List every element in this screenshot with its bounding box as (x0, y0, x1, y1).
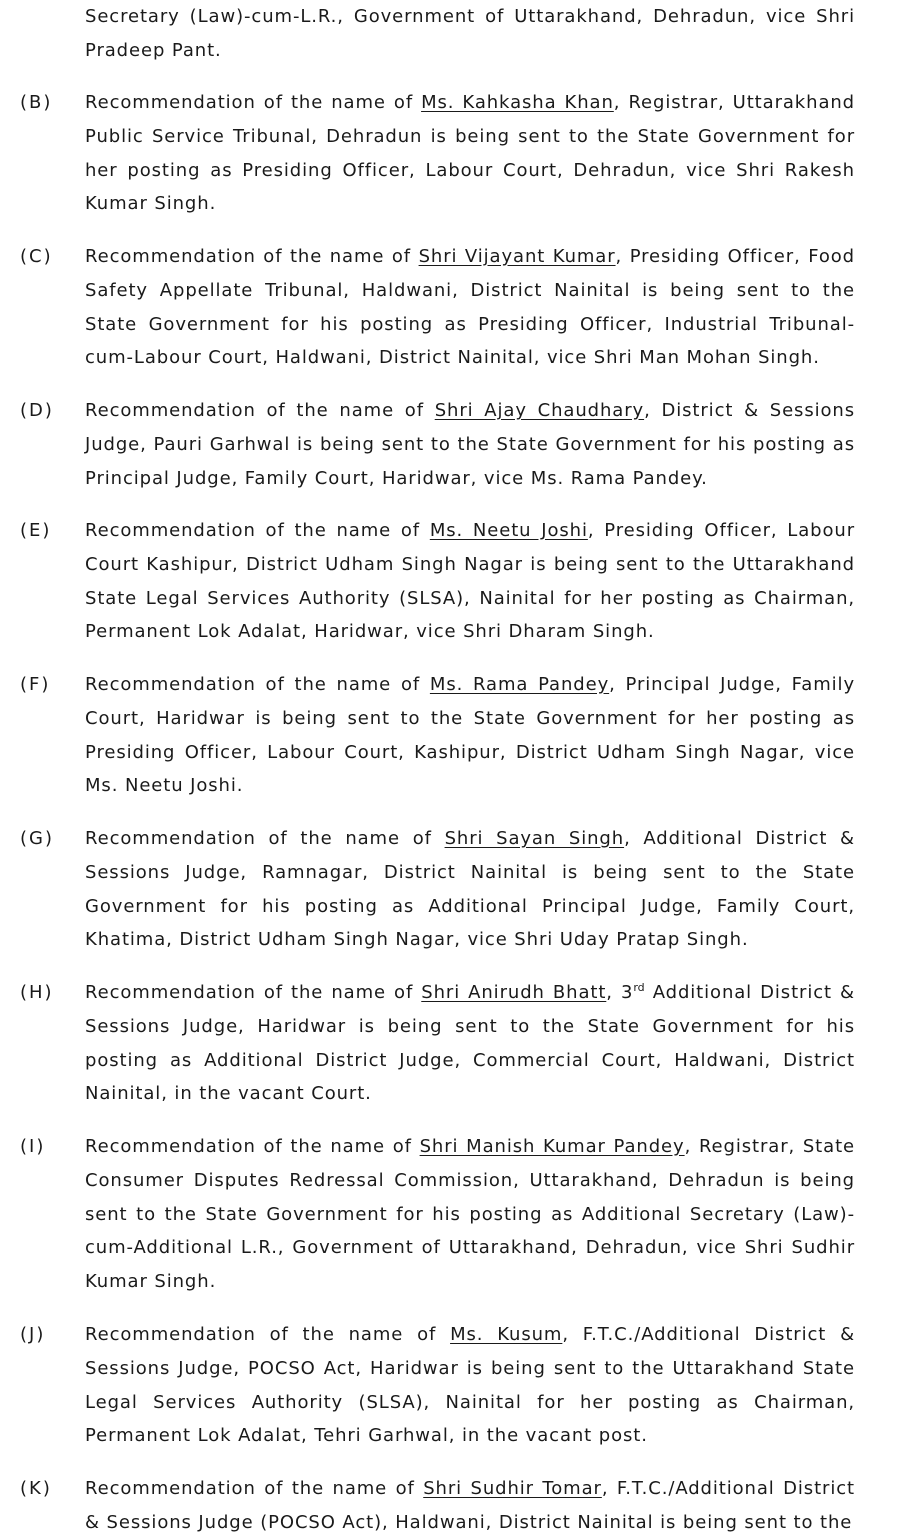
item-text: Recommendation of the name of Shri Anirudh Bhatt, 3rd Additional District & Sessions Judge, Haridwar is being sent to the State Government for his posting as Additional District Judge, Commercial Court, Haldwani, District Nainital, in the vacant Court. (85, 981, 855, 1105)
item-text: Recommendation of the name of Ms. Rama Pandey, Principal Judge, Family Court, Haridwar is being sent to the State Government for her posting as Presiding Officer, Labour Court, Kashipur, District Udham Singh Nagar, vice Ms. Neetu Joshi. (85, 674, 856, 797)
intro-paragraph: Secretary (Law)-cum-L.R., Government of Uttarakhand, Dehradun, vice Shri Pradeep Pant. (85, 6, 855, 61)
nominee-name: Shri Sayan Singh (444, 828, 625, 849)
item-marker: (H) (20, 982, 54, 1003)
item-text: Recommendation of the name of Shri Sayan Singh, Additional District & Sessions Judge, Ramnagar, District Nainital is being sent to the State Government for his posting as Additional Principal Judge, Family Court, Khatima, District Udham Singh Nagar, vice Shri Uday Pratap Singh. (85, 828, 855, 951)
item-marker: (D) (20, 400, 54, 421)
nominee-name: Shri Vijayant Kumar (418, 246, 616, 267)
nominee-name: Shri Manish Kumar Pandey (419, 1136, 685, 1157)
nominee-name: Ms. Kusum (450, 1324, 563, 1345)
nominee-name: Ms. Rama Pandey (429, 674, 610, 695)
nominee-name: Shri Anirudh Bhatt (421, 982, 607, 1003)
nominee-name: Shri Ajay Chaudhary (434, 400, 645, 421)
item-marker: (C) (20, 246, 53, 267)
item-marker: (K) (20, 1478, 52, 1499)
item-text: Recommendation of the name of Ms. Kusum, F.T.C./Additional District & Sessions Judge, POCSO Act, Haridwar is being sent to the Uttarakhand State Legal Services Authority (SLSA), Nainital for her posting as Chairman, Permanent Lok Adalat, Tehri Garhwal, in the vacant post. (85, 1324, 856, 1447)
item-text: Recommendation of the name of Shri Ajay Chaudhary, District & Sessions Judge, Pauri Garhwal is being sent to the State Government for his posting as Principal Judge, Family Court, Haridwar, vice Ms. Rama Pandey. (85, 400, 856, 489)
item-text: Recommendation of the name of Shri Vijayant Kumar, Presiding Officer, Food Safety Appellate Tribunal, Haldwani, District Nainital is being sent to the State Government for his posting as Presiding Officer, Industrial Tribunal-cum-Labour Court, Haldwani, District Nainital, vice Shri Man Mohan Singh. (85, 246, 855, 369)
item-text: Recommendation of the name of Ms. Kahkasha Khan, Registrar, Uttarakhand Public Service Tribunal, Dehradun is being sent to the State Government for her posting as Presiding Officer, Labour Court, Dehradun, vice Shri Rakesh Kumar Singh. (85, 92, 856, 215)
item-text: Recommendation of the name of Shri Manish Kumar Pandey, Registrar, State Consumer Disputes Redressal Commission, Uttarakhand, Dehradun is being sent to the State Government for his posting as Additional Secretary (Law)-cum-Additional L.R., Government of Uttarakhand, Dehradun, vice Shri Sudhir Kumar Singh. (85, 1136, 856, 1293)
item-marker: (F) (20, 674, 51, 695)
item-marker: (B) (20, 92, 53, 113)
ordinal-suffix: rd (633, 981, 645, 994)
item-marker: (I) (20, 1136, 46, 1157)
nominee-name: Ms. Neetu Joshi (429, 520, 588, 541)
item-marker: (E) (20, 520, 52, 541)
item-text: Recommendation of the name of Ms. Neetu Joshi, Presiding Officer, Labour Court Kashipur, District Udham Singh Nagar is being sent to the Uttarakhand State Legal Services Authority (SLSA), Nainital for her posting as Chairman, Permanent Lok Adalat, Haridwar, vice Shri Dharam Singh. (85, 520, 856, 643)
item-text: Recommendation of the name of Shri Sudhir Tomar, F.T.C./Additional District & Sessions Judge (POCSO Act), Haldwani, District Nainital is being sent to the (85, 1478, 856, 1533)
item-marker: (J) (20, 1324, 46, 1345)
nominee-name: Ms. Kahkasha Khan (421, 92, 614, 113)
nominee-name: Shri Sudhir Tomar (423, 1478, 602, 1499)
item-marker: (G) (20, 828, 54, 849)
